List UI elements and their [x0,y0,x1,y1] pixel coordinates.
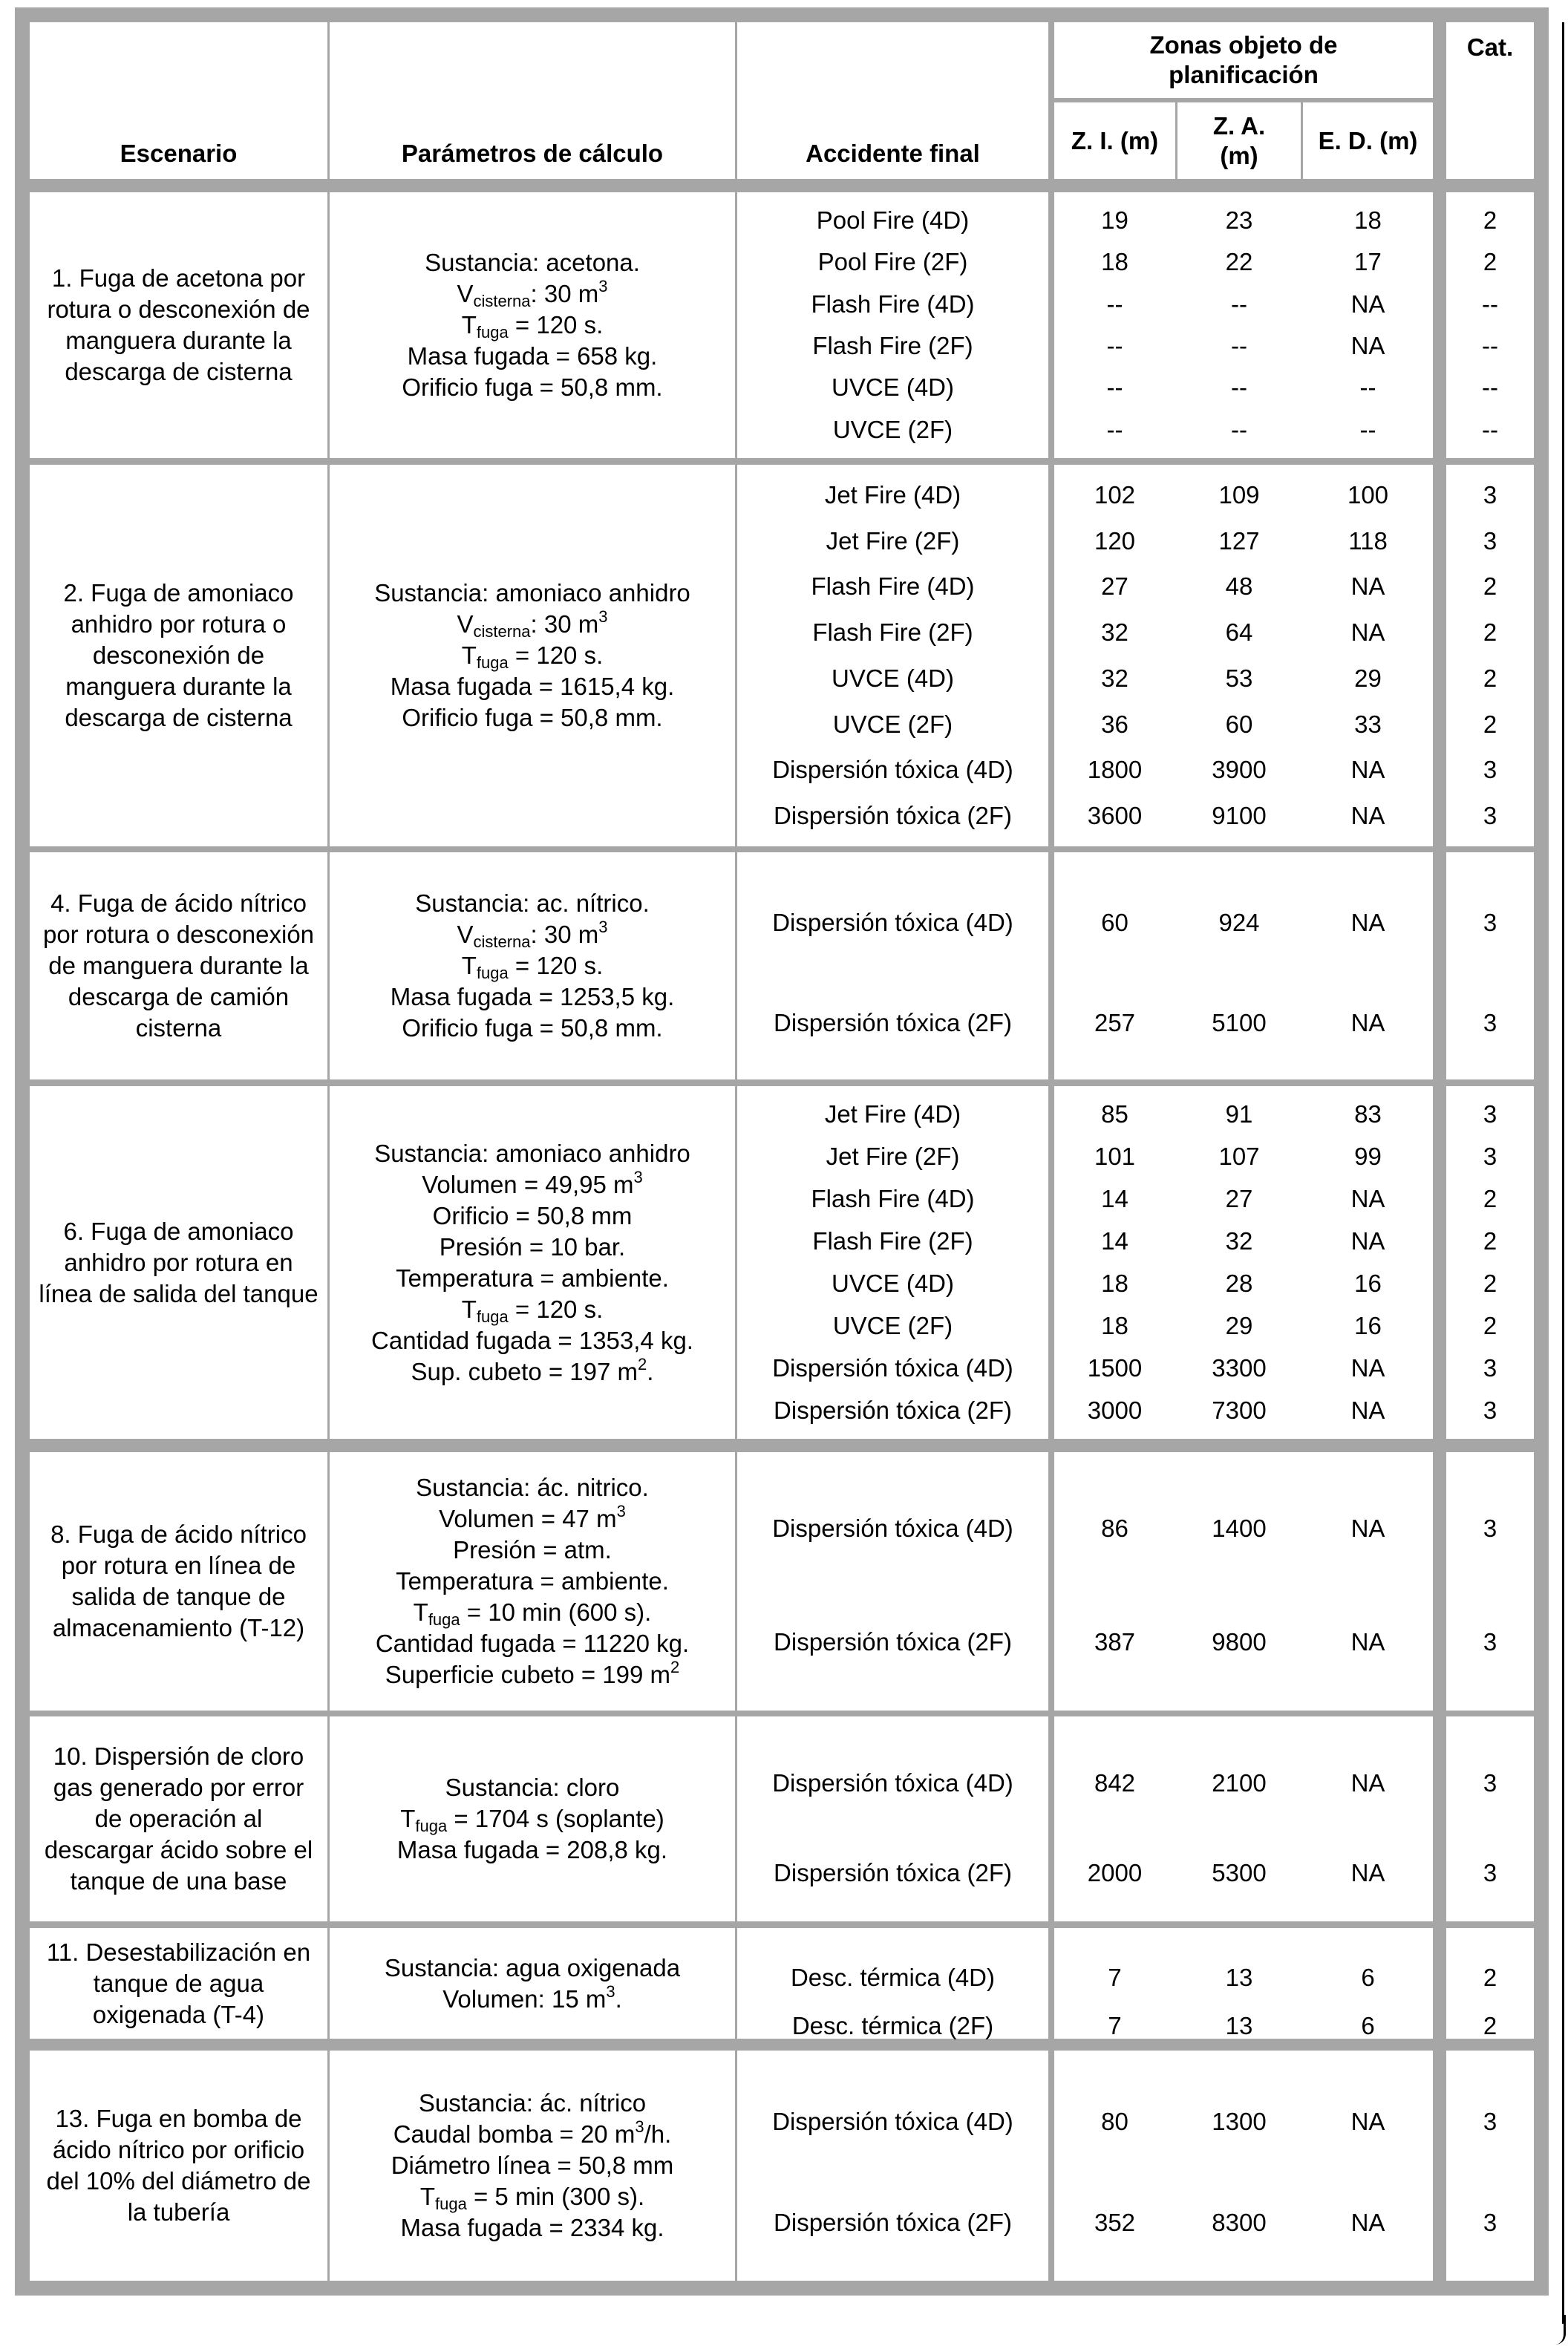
category-value: 3 [1483,1143,1497,1171]
za-value: 32 [1225,1227,1253,1255]
zi-value: 101 [1094,1143,1136,1171]
accident-label: UVCE (4D) [831,664,955,692]
za-value: 1400 [1212,1514,1267,1542]
category-value: 3 [1483,1768,1497,1797]
za-value: 13 [1225,2012,1253,2040]
category-value: 3 [1483,1396,1497,1424]
parameter-line: Presión = atm. [453,1536,612,1564]
parameter-line: Sup. cubeto = 197 $m^2$. [411,1354,654,1385]
parameter-line: Presión = 10 bar. [439,1232,626,1261]
zi-value: 32 [1101,664,1128,692]
parameter-line: Temperatura = ambiente. [396,1567,669,1595]
ed-value: NA [1350,909,1385,937]
ed-value: 16 [1354,1311,1382,1339]
accident-label: Dispersión tóxica (4D) [772,2107,1013,2135]
ed-value: NA [1350,1353,1385,1382]
category-value: 2 [1483,2012,1497,2040]
za-value: 107 [1218,1143,1260,1171]
category-value: 3 [1483,1100,1497,1128]
zi-value: 19 [1101,206,1128,235]
scenario-cell [30,192,327,458]
za-value: 60 [1225,710,1253,738]
parameter-line: Volumen = 47 $m^3$ [439,1502,626,1532]
accident-label: Pool Fire (2F) [817,248,968,276]
scenario-text: 8. Fuga de ácido nítrico por rotura en línea de salida de tanque de almacenamiento (T-12) [50,1520,307,1641]
zi-value: 18 [1101,1311,1128,1339]
category-value: 3 [1483,480,1497,509]
category-value: 2 [1483,1963,1497,1991]
za-value: 13 [1225,1963,1253,1991]
parameter-line: Orificio = 50,8 mm [432,1201,633,1229]
accident-label: Dispersión tóxica (2F) [774,2209,1012,2237]
category-value: -- [1482,290,1498,318]
ed-value: NA [1350,1396,1385,1424]
parameters-cell [330,1928,735,2039]
za-value: 28 [1225,1269,1253,1297]
accident-label: Flash Fire (4D) [811,572,975,601]
scenario-text: 13. Fuga en bomba de ácido nítrico por orificio del 10% del diámetro de la tubería [46,2105,311,2226]
accident-label: UVCE (2F) [832,710,953,738]
zi-value: 1800 [1087,756,1143,784]
ed-value: -- [1359,415,1376,443]
parameter-line: Sustancia: amoniaco anhidro [374,1139,690,1167]
accident-label: Dispersión tóxica (4D) [772,909,1013,937]
ed-value: NA [1350,2209,1385,2237]
accident-label: Flash Fire (2F) [812,1227,973,1255]
parameter-line: $T_{fuga} = 120$ s. [461,1295,604,1326]
category-value: 3 [1483,2107,1497,2135]
category-value: 2 [1483,1185,1497,1213]
parameter-line: $T_{fuga} = 10$ min (600 s). [413,1598,652,1629]
za-value: 29 [1225,1311,1253,1339]
zi-value: 2000 [1087,1859,1143,1887]
accident-column [737,1452,1048,1711]
category-value: 3 [1483,2209,1497,2237]
accident-label: Dispersión tóxica (4D) [772,1514,1013,1542]
zi-value: 14 [1101,1227,1128,1255]
accident-label: Dispersión tóxica (4D) [772,1768,1013,1797]
parameter-line: Volumen = 49,95 $m^3$ [422,1167,643,1198]
scenario-cell [30,852,327,1079]
ed-value: NA [1350,756,1385,784]
accident-label: Pool Fire (4D) [816,206,970,235]
category-value: -- [1482,373,1498,402]
header-parametros: Parámetros de cálculo [330,22,735,179]
zi-value: 85 [1101,1100,1128,1128]
scenario-text: 2. Fuga de amoniaco anhidro por rotura o desconexión de manguera durante la descarga de cisterna [63,579,294,731]
parameter-line: Sustancia: ác. nitrico. [416,1474,649,1501]
za-value: 64 [1225,618,1253,647]
accident-label: Desc. térmica (4D) [790,1963,996,1991]
category-value: 3 [1483,1514,1497,1542]
parameter-line: $T_{fuga} = 120$ s. [461,311,604,342]
category-value: 3 [1483,756,1497,784]
accident-label: Dispersión tóxica (2F) [774,1008,1012,1036]
ed-value: NA [1350,2107,1385,2135]
category-value: 2 [1483,664,1497,692]
parameter-line: Masa fugada = 1615,4 kg. [390,673,675,700]
scenario-cell [30,1086,327,1439]
zi-value: -- [1106,373,1123,402]
parameter-line: $T_{fuga} = 120$ s. [461,641,604,672]
zi-value: 32 [1101,618,1128,647]
accident-label: UVCE (2F) [832,415,953,443]
scenario-text: 4. Fuga de ácido nítrico por rotura o desconexión de manguera durante la descarga de camión cisterna [42,889,315,1042]
accident-label: Jet Fire (4D) [824,480,961,509]
za-value: -- [1231,332,1247,360]
parameter-line: Superficie cubeto = 199 $m^2$ [385,1658,680,1688]
zi-value: 102 [1094,480,1136,509]
za-value: -- [1231,290,1247,318]
ed-value: 16 [1354,1269,1382,1297]
ed-value: NA [1350,1859,1385,1887]
parameter-line: $T_{fuga} = 1704$ s (soplante) [400,1805,664,1835]
zi-value: -- [1106,415,1123,443]
za-value: 8300 [1212,2209,1267,2237]
category-value: 3 [1483,1627,1497,1656]
zi-value: 257 [1094,1008,1136,1036]
za-value: 3300 [1212,1353,1267,1382]
ed-value: 33 [1354,710,1382,738]
parameter-line: Sustancia: ác. nítrico [418,2089,647,2117]
accident-label: Jet Fire (4D) [824,1100,961,1128]
ed-value: NA [1350,572,1385,601]
accident-label: UVCE (2F) [832,1311,953,1339]
category-value: 2 [1483,710,1497,738]
category-value: -- [1482,415,1498,443]
ed-value: NA [1350,1227,1385,1255]
ed-value: NA [1350,1768,1385,1797]
category-value: 2 [1483,618,1497,647]
ed-value: NA [1350,802,1385,830]
za-value: 27 [1225,1185,1253,1213]
zi-value: 387 [1094,1627,1136,1656]
parameters-cell [330,465,735,846]
zi-value: 7 [1108,1963,1122,1991]
ed-value: NA [1350,1008,1385,1036]
accident-label: Jet Fire (2F) [826,526,960,555]
scenario-text: 6. Fuga de amoniaco anhidro por rotura en línea de salida del tanque [39,1217,318,1307]
za-value: 23 [1225,206,1253,235]
zi-value: 18 [1101,1269,1128,1297]
header-cat: Cat. [1446,22,1534,179]
accident-label: UVCE (4D) [831,1269,955,1297]
za-value: 5100 [1212,1008,1267,1036]
ed-value: 6 [1361,1963,1375,1991]
za-value: 7300 [1212,1396,1267,1424]
za-value: 53 [1225,664,1253,692]
ed-value: 99 [1354,1143,1382,1171]
za-value: 48 [1225,572,1253,601]
zi-value: 7 [1108,2012,1122,2040]
accident-label: Dispersión tóxica (2F) [774,1396,1012,1424]
accident-label: Flash Fire (2F) [812,332,973,360]
za-value: -- [1231,415,1247,443]
parameter-line: Volumen: 15 $m^3$. [442,1982,622,2013]
za-value: -- [1231,373,1247,402]
category-value: 2 [1483,1227,1497,1255]
scenario-text: 1. Fuga de acetona por rotura o desconexión de manguera durante la descarga de cisterna [47,264,310,385]
scenario-cell [30,2051,327,2281]
parameter-line: $T_{fuga} = 120$ s. [461,952,604,982]
za-value: 9800 [1212,1627,1267,1656]
zi-value: 60 [1101,909,1128,937]
ed-value: 118 [1348,526,1388,555]
ed-value: 83 [1354,1100,1382,1128]
zi-value: -- [1106,332,1123,360]
parameter-line: $T_{fuga} = 5$ min (300 s). [419,2183,645,2213]
header-ed: E. D. (m) [1303,102,1433,179]
parameter-line: Diámetro línea = 50,8 mm [391,2152,674,2179]
header-zi: Z. I. (m) [1054,102,1175,179]
parameters-cell [330,192,735,458]
zones-column [1054,1452,1433,1711]
parameter-line: Caudal bomba = 20 $m^3/h$. [393,2117,672,2148]
zi-value: 14 [1101,1185,1128,1213]
parameter-line: $V_{cisterna}$: 30 $m^3$ [457,607,608,641]
zi-value: 3600 [1087,802,1143,830]
za-value: 127 [1218,526,1260,555]
parameter-line: Orificio fuga = 50,8 mm. [402,1014,663,1042]
accident-label: Dispersión tóxica (4D) [772,1353,1013,1382]
parameters-cell [330,1086,735,1439]
category-value: 3 [1483,802,1497,830]
category-value: 2 [1483,1269,1497,1297]
za-value: 1300 [1212,2107,1267,2135]
accident-label: Desc. térmica (2F) [791,2012,994,2040]
parameter-line: Masa fugada = 658 kg. [407,342,658,370]
category-column [1446,1452,1534,1711]
header-za: Z. A. (m) [1177,102,1301,179]
category-value: 3 [1483,1008,1497,1036]
ed-value: NA [1350,1185,1385,1213]
ed-value: 17 [1354,248,1382,276]
accident-label: Jet Fire (2F) [826,1143,960,1171]
category-value: 2 [1483,248,1497,276]
page-edge-line [1562,22,1564,2324]
accident-label: Flash Fire (4D) [811,290,975,318]
page-edge-curve [1553,2315,1566,2345]
category-value: -- [1482,332,1498,360]
za-value: 5300 [1212,1859,1267,1887]
parameter-line: Cantidad fugada = 1353,4 kg. [371,1326,693,1354]
accident-label: Flash Fire (2F) [812,618,973,647]
category-value: 2 [1483,206,1497,235]
parameter-line: Orificio fuga = 50,8 mm. [402,704,663,731]
za-value: 3900 [1212,756,1267,784]
ed-value: 18 [1354,206,1382,235]
parameters-cell [330,852,735,1079]
zi-value: 120 [1094,526,1136,555]
zi-value: 80 [1101,2107,1128,2135]
accident-label: Dispersión tóxica (2F) [774,802,1012,830]
parameters-cell [330,1452,735,1711]
category-value: 3 [1483,909,1497,937]
parameter-line: Masa fugada = 1253,5 kg. [390,983,675,1010]
parameter-line: $V_{cisterna}$: 30 $m^3$ [457,918,608,951]
ed-value: NA [1350,290,1385,318]
accident-label: Dispersión tóxica (2F) [774,1859,1012,1887]
zi-value: 18 [1101,248,1128,276]
ed-value: 29 [1354,664,1382,692]
scenario-text: 11. Desestabilización en tanque de agua oxigenada (T-4) [46,1938,311,2028]
parameter-line: Orificio fuga = 50,8 mm. [402,373,663,401]
za-value: 924 [1218,909,1260,937]
parameters-cell [330,1716,735,1921]
zi-value: 1500 [1087,1353,1143,1382]
scenario-cell [30,1452,327,1711]
header-accidente: Accidente final [737,22,1048,179]
parameter-line: Sustancia: amoniaco anhidro [374,579,690,607]
zi-value: 352 [1094,2209,1136,2237]
scenario-cell [30,465,327,846]
ed-value: 6 [1361,2012,1375,2040]
za-value: 2100 [1212,1768,1267,1797]
accident-label: Dispersión tóxica (2F) [774,1627,1012,1656]
ed-value: NA [1350,618,1385,647]
zi-value: 86 [1101,1514,1128,1542]
accident-label: UVCE (4D) [831,373,955,402]
category-value: 3 [1483,1859,1497,1887]
parameter-line: Masa fugada = 2334 kg. [400,2214,664,2241]
zi-value: 842 [1094,1768,1136,1797]
category-value: 2 [1483,1311,1497,1339]
scenario-cell [30,1928,327,2039]
parameter-line: Temperatura = ambiente. [396,1264,669,1292]
header-escenario: Escenario [30,22,327,179]
parameter-line: Sustancia: agua oxigenada [384,1953,681,1982]
parameters-cell [330,2051,735,2281]
accident-label: Dispersión tóxica (4D) [772,756,1013,784]
parameter-line: Sustancia: cloro [445,1774,620,1801]
parameter-line: Masa fugada = 208,8 kg. [396,1836,668,1863]
parameter-line: Sustancia: ac. nítrico. [415,889,650,917]
category-value: 3 [1483,526,1497,555]
header-zonas: Zonas objeto de planificación [1054,22,1433,98]
zi-value: -- [1106,290,1123,318]
ed-value: NA [1350,1514,1385,1542]
scenario-text: 10. Dispersión de cloro gas generado por error de operación al descargar ácido sobre el tanque de una base [44,1742,313,1895]
ed-value: NA [1350,332,1385,360]
ed-value: NA [1350,1627,1385,1656]
zi-value: 36 [1101,710,1128,738]
za-value: 9100 [1212,802,1267,830]
parameter-line: $V_{cisterna}$: 30 $m^3$ [457,277,608,310]
category-value: 3 [1483,1353,1497,1382]
za-value: 91 [1225,1100,1253,1128]
category-value: 2 [1483,572,1497,601]
zi-value: 3000 [1087,1396,1143,1424]
accident-label: Flash Fire (4D) [811,1185,975,1213]
zi-value: 27 [1101,572,1128,601]
ed-value: -- [1359,373,1376,402]
scenario-cell [30,1716,327,1921]
za-value: 109 [1218,480,1260,509]
parameter-line: Sustancia: acetona. [425,249,640,276]
ed-value: 100 [1347,480,1389,509]
parameter-line: Cantidad fugada = 11220 kg. [375,1630,690,1657]
za-value: 22 [1225,248,1253,276]
